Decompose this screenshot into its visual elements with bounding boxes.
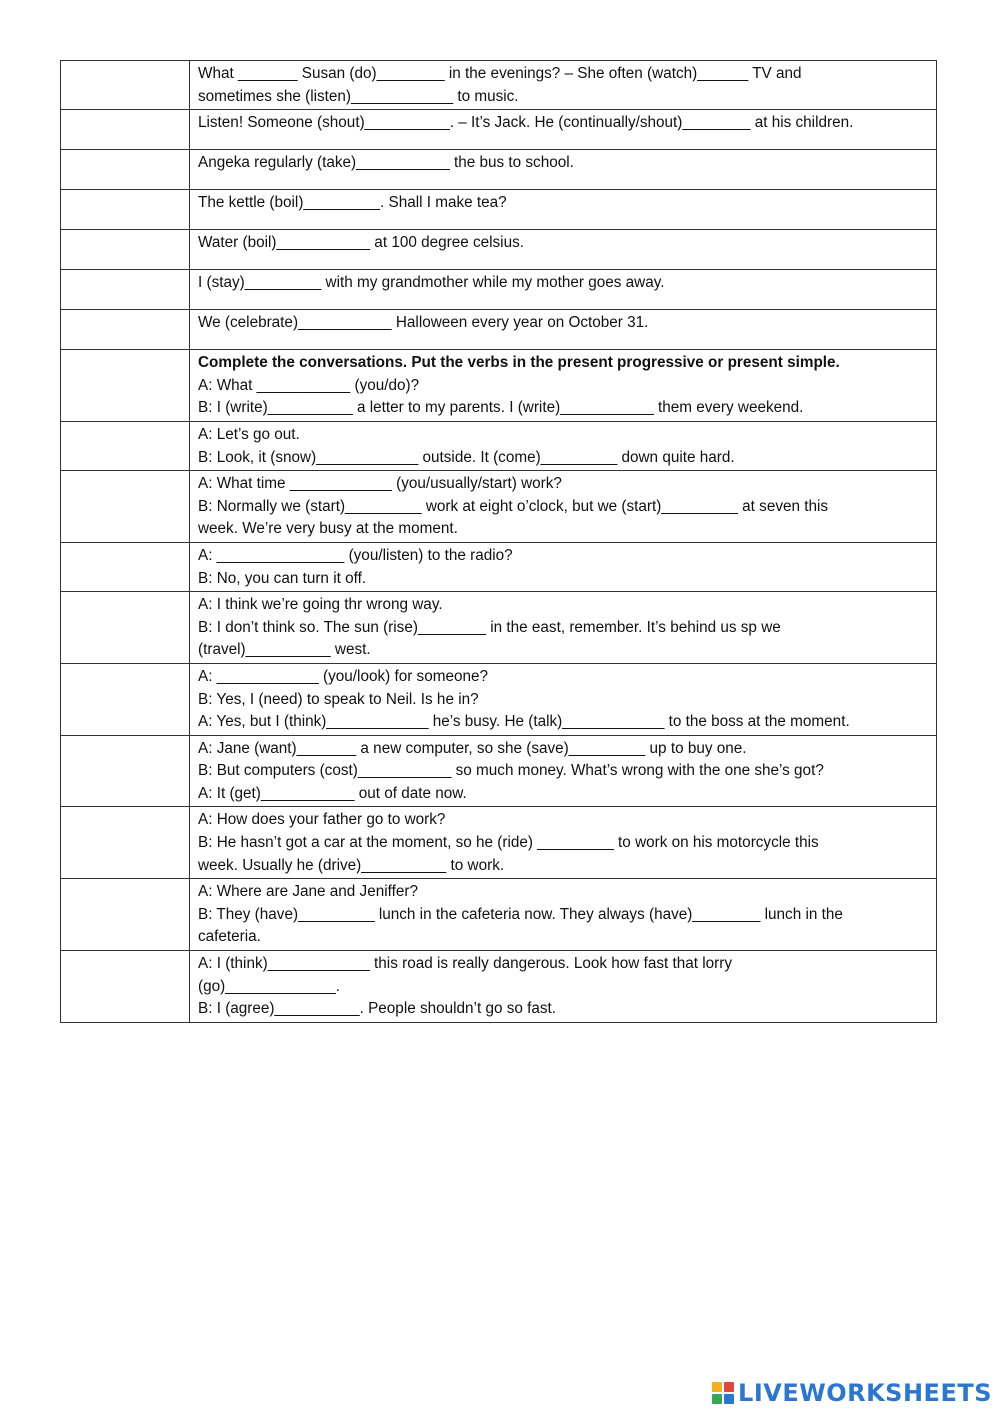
question-line: Angeka regularly (take)___________ the bus to school. [198, 154, 574, 172]
question-line: I (stay)_________ with my grandmother while my mother goes away. [198, 274, 665, 292]
question-line: B: I don’t think so. The sun (rise)________ in the east, remember. It’s behind us sp we [198, 618, 781, 636]
question-cell [190, 150, 937, 190]
question-line: B: They (have)_________ lunch in the cafeteria now. They always (have)________ lunch in the [198, 905, 843, 923]
worksheet-rows [61, 61, 937, 1023]
table-row [61, 230, 937, 270]
question-line: B: Look, it (snow)____________ outside. It (come)_________ down quite hard. [198, 448, 735, 466]
question-cell [190, 190, 937, 230]
question-line: A: What time ____________ (you/usually/start) work? [198, 475, 562, 493]
question-cell [190, 421, 937, 470]
answer-cell[interactable] [61, 150, 190, 190]
question-line: A: _______________ (you/listen) to the radio? [198, 546, 513, 564]
question-line: B: Normally we (start)_________ work at eight o’clock, but we (start)_________ at seven this [198, 497, 829, 515]
question-cell [190, 110, 937, 150]
table-row [61, 190, 937, 230]
question-line: B: I (write)__________ a letter to my parents. I (write)___________ them every weekend. [198, 399, 804, 417]
question-cell [190, 350, 937, 422]
question-line: A: Let’s go out. [198, 425, 300, 443]
table-row [61, 807, 937, 879]
table-row [61, 735, 937, 807]
table-row [61, 471, 937, 543]
question-line: We (celebrate)___________ Halloween every year on October 31. [198, 314, 649, 332]
question-cell [190, 951, 937, 1023]
question-cell [190, 807, 937, 879]
answer-cell[interactable] [61, 807, 190, 879]
table-row [61, 270, 937, 310]
instruction-text: Complete the conversations. Put the verbs in the present progressive or present simple. [198, 354, 840, 372]
question-line: week. Usually he (drive)__________ to work. [198, 856, 505, 874]
answer-cell[interactable] [61, 230, 190, 270]
table-row [61, 879, 937, 951]
answer-cell[interactable] [61, 471, 190, 543]
answer-cell[interactable] [61, 951, 190, 1023]
question-line: B: No, you can turn it off. [198, 569, 367, 587]
question-line: week. We’re very busy at the moment. [198, 520, 458, 538]
answer-cell[interactable] [61, 190, 190, 230]
logo-square [712, 1394, 722, 1404]
answer-cell[interactable] [61, 592, 190, 664]
answer-cell[interactable] [61, 110, 190, 150]
answer-cell[interactable] [61, 421, 190, 470]
question-line: A: Jane (want)_______ a new computer, so she (save)_________ up to buy one. [198, 739, 747, 757]
answer-cell[interactable] [61, 542, 190, 591]
table-row [61, 663, 937, 735]
question-cell [190, 471, 937, 543]
question-line: A: Where are Jane and Jeniffer? [198, 883, 418, 901]
question-line: The kettle (boil)_________. Shall I make tea? [198, 194, 507, 212]
question-line: sometimes she (listen)____________ to music. [198, 87, 519, 105]
question-line: cafeteria. [198, 928, 261, 946]
question-line: (go)_____________. [198, 977, 341, 995]
question-line: A: How does your father go to work? [198, 811, 446, 829]
question-cell [190, 542, 937, 591]
question-cell [190, 61, 937, 110]
worksheet-table [60, 60, 937, 1023]
table-row [61, 592, 937, 664]
question-cell [190, 310, 937, 350]
question-line: A: Yes, but I (think)____________ he’s busy. He (talk)____________ to the boss at the moment. [198, 713, 850, 731]
table-row [61, 61, 937, 110]
answer-cell[interactable] [61, 310, 190, 350]
question-cell [190, 663, 937, 735]
question-line: B: I (agree)__________. People shouldn’t go so fast. [198, 1000, 557, 1018]
question-cell [190, 735, 937, 807]
question-cell [190, 230, 937, 270]
answer-cell[interactable] [61, 350, 190, 422]
answer-cell[interactable] [61, 663, 190, 735]
logo-square [712, 1382, 722, 1392]
question-line: A: What ___________ (you/do)? [198, 376, 420, 394]
brand-name: LIVEWORKSHEETS [738, 1379, 992, 1407]
question-line: B: Yes, I (need) to speak to Neil. Is he in? [198, 690, 479, 708]
table-row [61, 542, 937, 591]
question-line: Listen! Someone (shout)__________. – It’s Jack. He (continually/shout)________ at his children. [198, 114, 854, 132]
table-row [61, 310, 937, 350]
question-cell [190, 270, 937, 310]
table-row [61, 421, 937, 470]
question-line: A: It (get)___________ out of date now. [198, 784, 467, 802]
question-line: A: ____________ (you/look) for someone? [198, 667, 488, 685]
question-line: A: I think we’re going thr wrong way. [198, 596, 443, 614]
answer-cell[interactable] [61, 735, 190, 807]
question-line: B: But computers (cost)___________ so much money. What’s wrong with the one she’s got? [198, 762, 824, 780]
question-line: B: He hasn’t got a car at the moment, so he (ride) _________ to work on his motorcycle this [198, 834, 819, 852]
logo-square [724, 1382, 734, 1392]
answer-cell[interactable] [61, 61, 190, 110]
answer-cell[interactable] [61, 270, 190, 310]
question-line: What _______ Susan (do)________ in the evenings? – She often (watch)______ TV and [198, 65, 802, 82]
answer-cell[interactable] [61, 879, 190, 951]
table-row [61, 350, 937, 422]
table-row [61, 110, 937, 150]
liveworksheets-logo [712, 1379, 992, 1407]
logo-squares-icon [712, 1382, 734, 1404]
logo-square [724, 1394, 734, 1404]
question-cell [190, 879, 937, 951]
table-row [61, 150, 937, 190]
question-line: A: I (think)____________ this road is really dangerous. Look how fast that lorry [198, 955, 733, 973]
question-line: Water (boil)___________ at 100 degree celsius. [198, 234, 524, 252]
table-row [61, 951, 937, 1023]
question-cell [190, 592, 937, 664]
question-line: (travel)__________ west. [198, 641, 371, 659]
